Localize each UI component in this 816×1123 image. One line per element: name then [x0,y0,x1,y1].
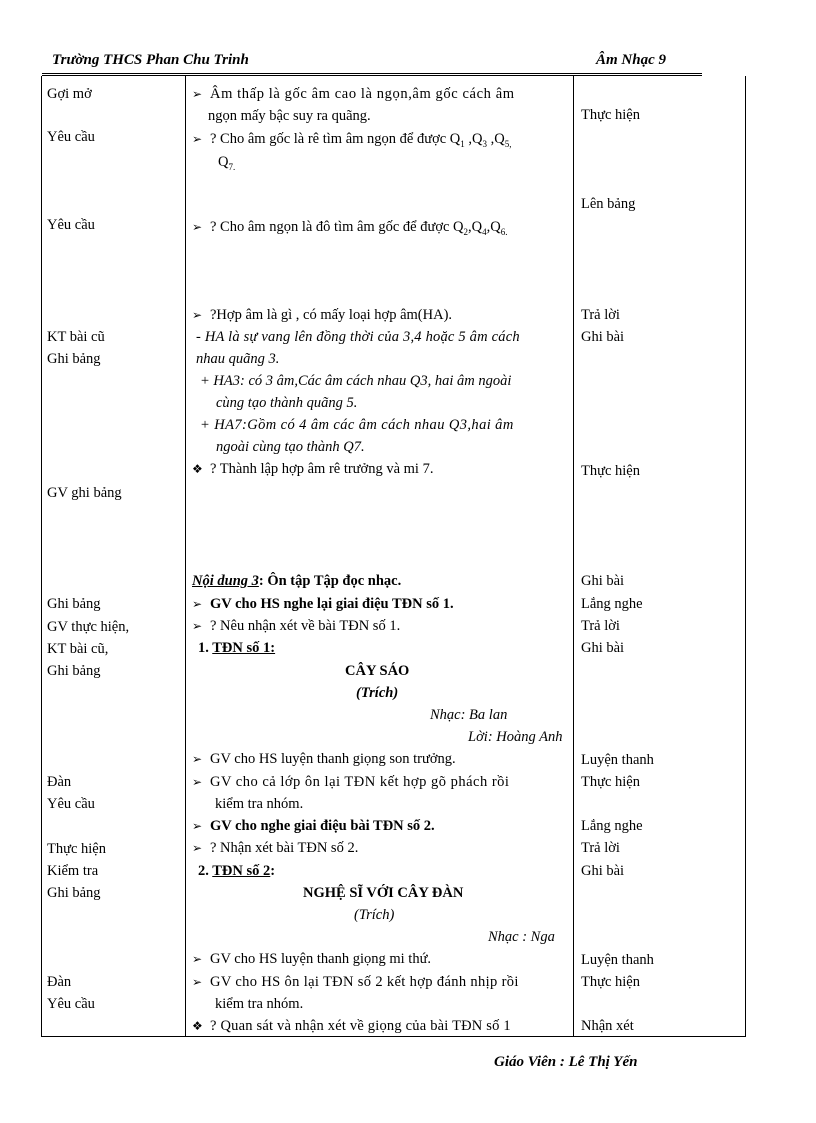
arrow-bullet-icon: ➢ [192,597,203,611]
activity-tra-loi-1: Trả lời [581,307,620,323]
song-composer: Nhạc: Ba lan [430,707,508,723]
activity-luyen-thanh-2: Luyện thanh [581,952,654,968]
content-line: kiểm tra nhóm. [215,796,304,812]
teacher-signature: Giáo Viên : Lê Thị Yến [494,1054,638,1070]
content-line: ➢ ? Nêu nhận xét về bài TĐN số 1. [192,618,401,634]
song-composer: Nhạc : Nga [488,929,555,945]
song-excerpt: (Trích) [356,685,399,701]
content-line: ➢ GV cho cả lớp ôn lại TĐN kết hợp gõ phách rồi [192,774,510,790]
content-line: ngoài cùng tạo thành Q7. [216,439,365,455]
activity-ghi-bai-2: Ghi bài [581,573,625,589]
diamond-bullet-icon: ❖ [192,1019,203,1033]
arrow-bullet-icon: ➢ [192,752,203,766]
subject-name: Âm Nhạc 9 [596,52,667,68]
method-gv-thuc-hien: GV thực hiện, [47,619,130,635]
method-yeu-cau-4: Yêu cầu [47,996,95,1012]
content-line: + HA7:Gồm có 4 âm các âm cách nhau Q3,hai âm [200,417,514,433]
content-line: ➢ GV cho HS luyện thanh giọng mi thứ. [192,951,432,967]
method-ghi-bang-3: Ghi bảng [47,663,101,679]
method-ghi-bang-2: Ghi bảng [47,596,101,612]
activity-lang-nghe-2: Lắng nghe [581,818,643,834]
method-yeu-cau-3: Yêu cầu [47,796,95,812]
content-line: ❖ ? Quan sát và nhận xét về giọng của bài TĐN số 1 [192,1018,511,1034]
sub-heading: 1. TĐN số 1: [198,640,276,656]
content-line [192,87,515,102]
activity-thuc-hien-1: Thực hiện [581,107,640,123]
table-border-bottom [41,1036,746,1037]
sub-heading: 2. TĐN số 2: [198,863,276,879]
method-dan-1: Đàn [47,774,72,790]
method-thuc-hien: Thực hiện [47,841,106,857]
school-name: Trường THCS Phan Chu Trinh [52,52,249,68]
method-gv-ghi-bang: GV ghi bảng [47,485,122,501]
activity-luyen-thanh-1: Luyện thanh [581,752,654,768]
method-ghi-bang-4: Ghi bảng [47,885,101,901]
activity-thuc-hien-4: Thực hiện [581,974,640,990]
activity-thuc-hien-2: Thực hiện [581,463,640,479]
arrow-bullet-icon: ➢ [192,775,203,789]
content-line: ➢ ? Cho âm gốc là rê tìm âm ngọn để được $Q_1$ $,Q_3$ $,Q_{5,}$ [192,131,512,149]
content-line: $Q_{7.}$ [218,154,236,172]
content-line: kiểm tra nhóm. [215,996,304,1012]
content-line: ❖ ? Thành lập hợp âm rê trưởng và mi 7. [192,461,434,477]
arrow-bullet-icon: ➢ [192,132,203,146]
table-border-right [745,76,746,1037]
activity-ghi-bai-1: Ghi bài [581,329,625,345]
method-kiem-tra: Kiểm tra [47,863,99,879]
content-line: cùng tạo thành quãng 5. [216,395,358,411]
arrow-bullet-icon: ➢ [192,819,203,833]
column-divider-2 [573,76,574,1037]
song-title: NGHỆ SĨ VỚI CÂY ĐÀN [303,885,464,901]
arrow-bullet-icon: ➢ [192,87,203,101]
diamond-bullet-icon: ❖ [192,462,203,476]
table-border-left [41,76,42,1037]
content-line: nhau quãng 3. [196,351,280,367]
content-line: + HA3: có 3 âm,Các âm cách nhau Q3, hai âm ngoài [200,373,512,389]
method-ghi-bang-1: Ghi bảng [47,351,101,367]
activity-tra-loi-3: Trả lời [581,840,620,856]
arrow-bullet-icon: ➢ [192,308,203,322]
method-yeu-cau-1: Yêu cầu [47,129,95,145]
activity-thuc-hien-3: Thực hiện [581,774,640,790]
method-kt-bai-cu-2: KT bài cũ, [47,641,109,657]
method-dan-2: Đàn [47,974,72,990]
content-line: - HA là sự vang lên đồng thời của 3,4 hoặc 5 âm cách [196,329,520,345]
arrow-bullet-icon: ➢ [192,841,203,855]
content-line: ➢ ?Hợp âm là gì , có mấy loại hợp âm(HA). [192,307,453,323]
method-yeu-cau-2: Yêu cầu [47,217,95,233]
activity-ghi-bai-3: Ghi bài [581,640,625,656]
arrow-bullet-icon: ➢ [192,619,203,633]
arrow-bullet-icon: ➢ [192,220,203,234]
activity-tra-loi-2: Trả lời [581,618,620,634]
activity-lang-nghe-1: Lắng nghe [581,596,643,612]
content-line: ➢ GV cho nghe giai điệu bài TĐN số 2. [192,818,435,834]
section-heading: Nội dung 3: Ôn tập Tập đọc nhạc. [192,573,402,589]
column-divider-1 [185,76,186,1037]
activity-nhan-xet: Nhận xét [581,1018,634,1034]
method-goi-mo: Gợi mở [47,86,92,102]
content-line: ➢ ? Cho âm ngọn là đô tìm âm gốc để được $Q_2,Q_4,Q_{6.}$ [192,219,508,237]
song-lyricist: Lời: Hoàng Anh [468,729,563,745]
content-line: ngọn mấy bậc suy ra quãng. [208,108,371,124]
arrow-bullet-icon: ➢ [192,952,203,966]
activity-len-bang: Lên bảng [581,196,636,212]
song-excerpt: (Trích) [354,907,395,923]
content-line: ➢ ? Nhận xét bài TĐN số 2. [192,840,359,856]
content-line: ➢ GV cho HS ôn lại TĐN số 2 kết hợp đánh nhịp rồi [192,974,519,990]
method-kt-bai-cu: KT bài cũ [47,329,105,345]
content-line: ➢ GV cho HS luyện thanh giọng son trưởng. [192,751,456,767]
activity-ghi-bai-4: Ghi bài [581,863,625,879]
content-line: ➢ GV cho HS nghe lại giai điệu TĐN số 1. [192,596,454,612]
header-rule [42,73,702,76]
content-text: Âm thấp là gốc âm cao là ngọn,âm gốc cách âm [210,86,515,102]
song-title: CÂY SÁO [345,663,410,679]
arrow-bullet-icon: ➢ [192,975,203,989]
